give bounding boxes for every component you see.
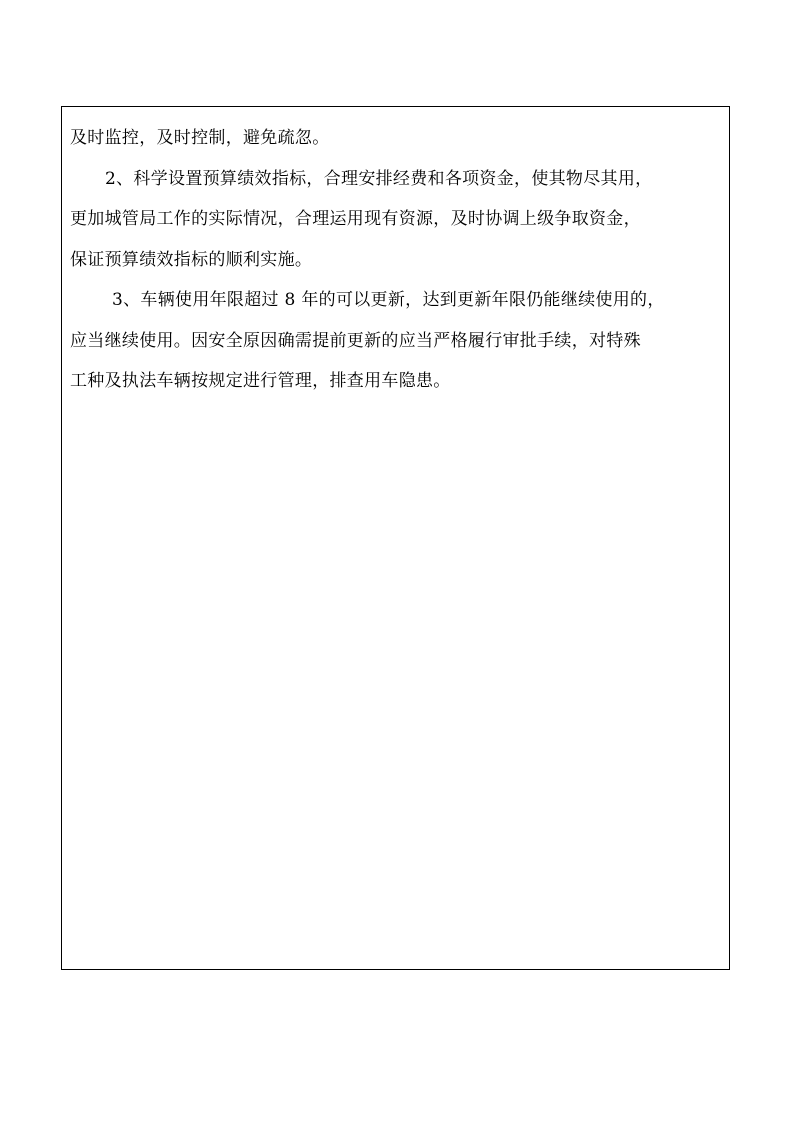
paragraph-3-line-2: 应当继续使用。因安全原因确需提前更新的应当严格履行审批手续，对特殊 bbox=[70, 330, 641, 351]
paragraph-2-line-2: 更加城管局工作的实际情况，合理运用现有资源，及时协调上级争取资金， bbox=[70, 209, 641, 229]
paragraph-1-line-1: 及时监控，及时控制，避免疏忽。 bbox=[70, 128, 330, 148]
paragraph-3-line-3: 工种及执法车辆按规定进行管理，排查用车隐患。 bbox=[70, 371, 451, 391]
paragraph-2-line-1: 2、科学设置预算绩效指标，合理安排经费和各项资金，使其物尽其用， bbox=[105, 168, 653, 189]
paragraph-2-line-3: 保证预算绩效指标的顺利实施。 bbox=[70, 249, 313, 270]
document-body bbox=[70, 118, 725, 402]
paragraph-3-line-1: 3、车辆使用年限超过 8 年的可以更新，达到更新年限仍能继续使用的， bbox=[112, 290, 665, 310]
document-frame bbox=[61, 106, 730, 970]
